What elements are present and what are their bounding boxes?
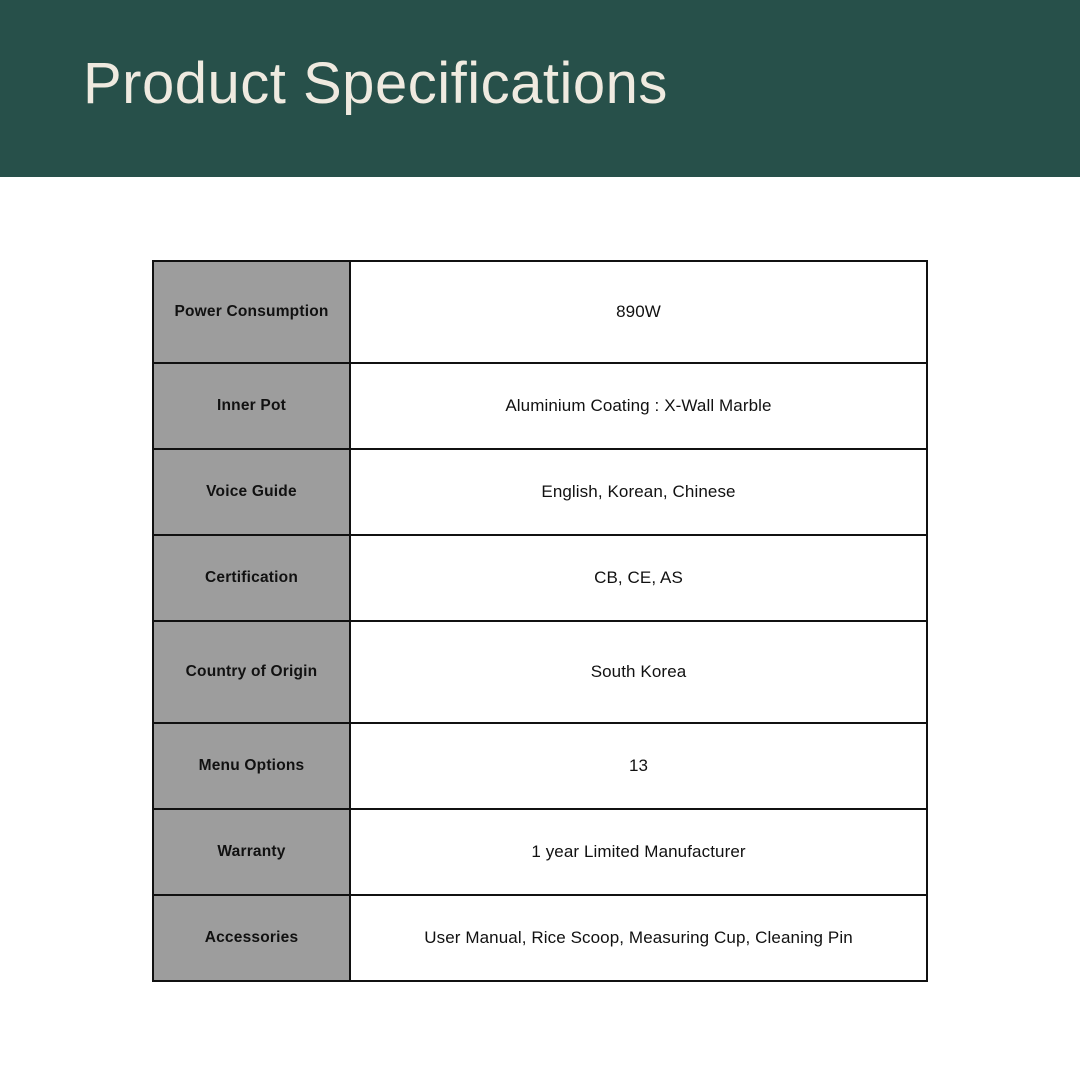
spec-value-text: Aluminium Coating : X-Wall Marble (505, 396, 772, 416)
spec-value-inner-pot (350, 363, 927, 449)
spec-label-text: Country of Origin (185, 662, 318, 680)
table-row (153, 449, 927, 535)
spec-label-text: Certification (204, 568, 299, 586)
table-row (153, 895, 927, 981)
table-row (153, 621, 927, 723)
table-row (153, 723, 927, 809)
spec-value-text: 1 year Limited Manufacturer (531, 842, 746, 862)
spec-label-text: Power Consumption (174, 302, 329, 320)
spec-label-text: Accessories (204, 928, 299, 946)
spec-label-country-of-origin (153, 621, 350, 723)
specifications-table-container (152, 260, 928, 982)
spec-value-text: South Korea (590, 662, 687, 682)
spec-value-voice-guide (350, 449, 927, 535)
table-row (153, 809, 927, 895)
spec-value-text: 890W (616, 302, 661, 322)
page-title: Product Specifications (83, 51, 668, 116)
table-row (153, 363, 927, 449)
spec-label-accessories (153, 895, 350, 981)
spec-value-country-of-origin (350, 621, 927, 723)
specifications-table-body (153, 261, 927, 981)
spec-value-text: CB, CE, AS (594, 568, 683, 588)
spec-label-inner-pot (153, 363, 350, 449)
header-band (0, 0, 1080, 177)
specifications-table (152, 260, 928, 982)
spec-label-text: Warranty (217, 842, 286, 860)
table-row (153, 261, 927, 363)
spec-label-voice-guide (153, 449, 350, 535)
spec-value-text: 13 (628, 756, 649, 776)
spec-label-text: Menu Options (198, 756, 305, 774)
spec-value-text: User Manual, Rice Scoop, Measuring Cup, Cleaning Pin (424, 928, 853, 948)
spec-value-certification (350, 535, 927, 621)
spec-value-power-consumption (350, 261, 927, 363)
table-row (153, 535, 927, 621)
spec-label-power-consumption (153, 261, 350, 363)
spec-label-text: Voice Guide (206, 482, 297, 500)
spec-value-text: English, Korean, Chinese (541, 482, 736, 502)
spec-value-accessories (350, 895, 927, 981)
spec-label-menu-options (153, 723, 350, 809)
spec-label-certification (153, 535, 350, 621)
spec-label-text: Inner Pot (217, 396, 286, 414)
spec-value-warranty (350, 809, 927, 895)
spec-value-menu-options (350, 723, 927, 809)
spec-label-warranty (153, 809, 350, 895)
